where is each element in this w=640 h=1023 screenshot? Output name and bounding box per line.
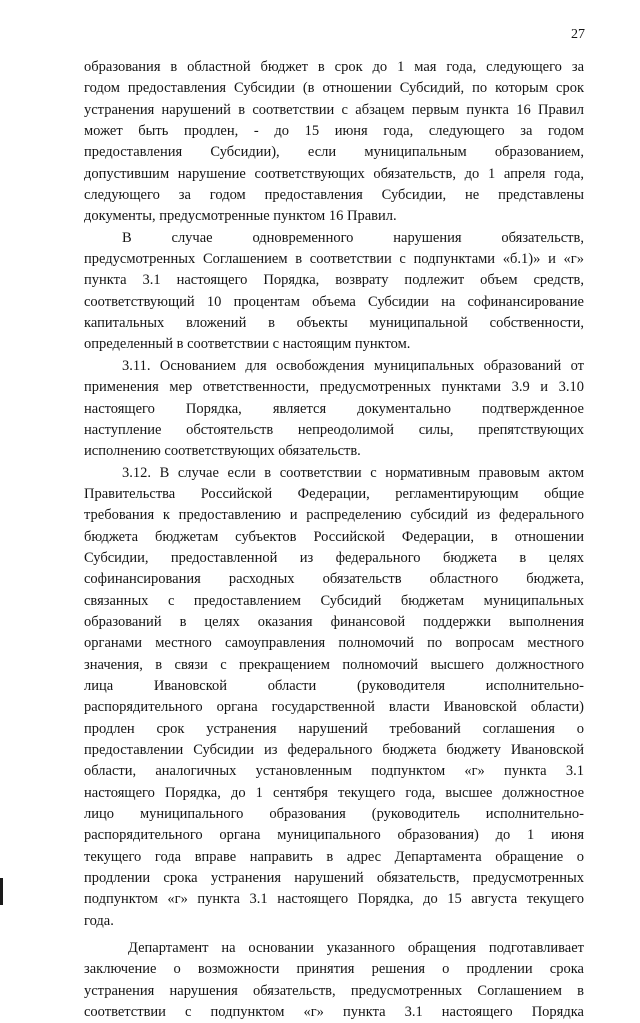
text-line: продлении срока устранения нарушений обязательств, предусмотренных <box>84 870 584 887</box>
text-line: Субсидии, предоставленной из федерального бюджета в целях <box>84 549 584 566</box>
text-line: Правительства Российской Федерации, регламентирующим общие <box>84 485 584 502</box>
text-line: образований в целях оказания финансовой поддержки выполнения <box>84 613 584 630</box>
text-line: 3.12. В случае если в соответствии с нормативным правовым актом <box>122 464 584 481</box>
text-line: настоящего Порядка, является документально подтвержденное <box>84 400 584 417</box>
text-line: значения, в связи с прекращением полномочий высшего должностного <box>84 656 584 673</box>
text-line: заключение о возможности принятия решения о продлении срока <box>84 961 584 978</box>
text-line: бюджета бюджетам субъектов Российской Федерации, в отношении <box>84 528 584 545</box>
text-line: устранения нарушения обязательств, предусмотренных Соглашением в <box>84 982 584 999</box>
text-line: предусмотренных Соглашением в соответствии с подпунктами «б.1)» и «г» <box>84 251 584 268</box>
text-line: требования к предоставлению и распределению субсидий из федерального <box>84 507 584 524</box>
text-line: определенный в соответствии с настоящим пунктом. <box>84 336 411 353</box>
text-line: года. <box>84 912 114 929</box>
text-line: соответствующий 10 процентам объема Субсидии на софинансирование <box>84 293 584 310</box>
text-line: предоставления Субсидии), если муниципальным образованием, <box>84 144 584 161</box>
text-line: образования в областной бюджет в срок до 1 мая года, следующего за <box>84 59 584 75</box>
text-line: 3.11. Основанием для освобождения муниципальных образований от <box>122 357 584 374</box>
text-line: области, аналогичных установленным подпунктом «г» пункта 3.1 <box>84 763 584 780</box>
page-number: 27 <box>571 27 585 42</box>
text-line: лица Ивановской области (руководителя исполнительно- <box>84 677 584 694</box>
text-line: предоставлении Субсидии из федерального бюджета бюджету Ивановской <box>84 742 584 758</box>
text-line: настоящего Порядка, до 1 сентября текущего года, высшее должностное <box>84 784 584 801</box>
text-line: подпунктом «г» пункта 3.1 настоящего Порядка, до 15 августа текущего <box>84 891 584 908</box>
text-line: применения мер ответственности, предусмотренных пунктами 3.9 и 3.10 <box>84 379 584 396</box>
text-line: документы, предусмотренные пунктом 16 Правил. <box>84 208 397 225</box>
text-line: может быть продлен, - до 15 июня года, следующего за годом <box>84 123 584 140</box>
text-line: В случае одновременного нарушения обязательств, <box>122 229 584 246</box>
text-line: устранения нарушений в соответствии с абзацем первым пункта 16 Правил <box>84 101 584 118</box>
text-line: исполнению соответствующих обязательств. <box>84 443 361 460</box>
text-line: связанных с предоставлением Субсидий бюджетам муниципальных <box>84 592 584 609</box>
text-line: капитальных вложений в объекты муниципальной собственности, <box>84 315 584 332</box>
text-line: софинансирования расходных обязательств областного бюджета, <box>84 571 584 588</box>
text-line: лицо муниципального образования (руководитель исполнительно- <box>84 806 584 823</box>
text-line: наступление обстоятельств непреодолимой силы, препятствующих <box>84 421 584 438</box>
text-line: годом предоставления Субсидии (в отношении Субсидий, по которым срок <box>84 80 584 97</box>
text-line: допустившим нарушение соответствующих обязательств, до 1 апреля года, <box>84 165 584 182</box>
text-line: продлен срок устранения нарушений требований соглашения о <box>84 720 584 737</box>
scan-edge-mark <box>0 878 3 905</box>
text-line: распорядительного органа государственной власти Ивановской области) <box>84 699 584 716</box>
body-text <box>84 57 584 1023</box>
text-line: текущего года вправе направить в адрес Департамента обращение о <box>84 848 584 865</box>
text-line: пункта 3.1 настоящего Порядка, возврату подлежит объем средств, <box>84 272 584 289</box>
text-line: Департамент на основании указанного обращения подготавливает <box>128 940 584 957</box>
text-line: соответствии с подпунктом «г» пункта 3.1 настоящего Порядка <box>84 1004 584 1021</box>
text-line: распорядительного органа муниципального образования) до 1 июня <box>84 827 584 844</box>
text-line: органами местного самоуправления полномочий по вопросам местного <box>84 635 584 652</box>
text-line: следующего за годом предоставления Субсидии, не представлены <box>84 187 584 204</box>
